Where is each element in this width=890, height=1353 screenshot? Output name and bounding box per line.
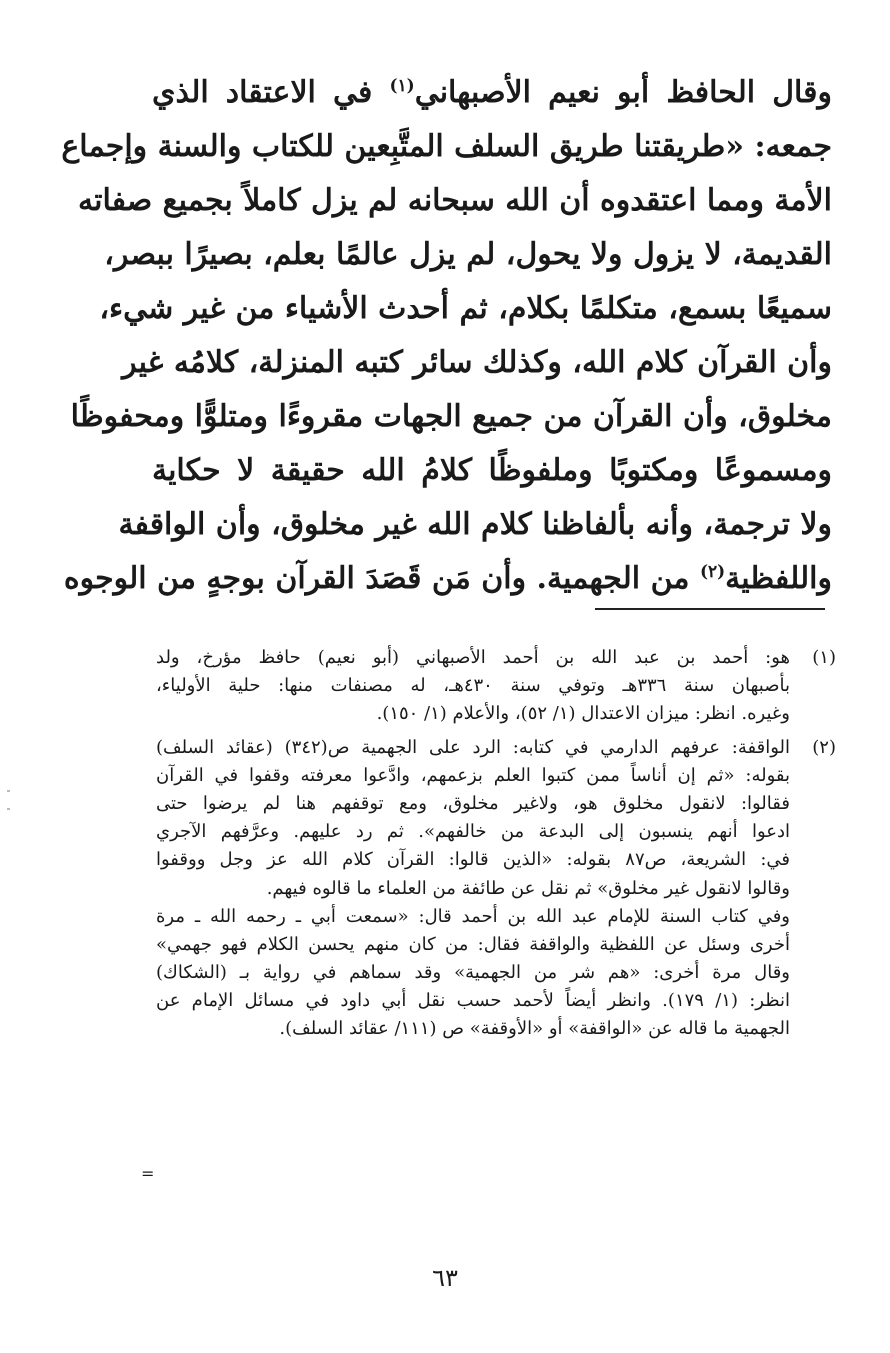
main-line-10-head: واللفظية [725, 561, 832, 596]
footnote-separator [595, 608, 825, 610]
main-line-3: الأمة ومما اعتقدوه أن الله سبحانه لم يزل كاملاً بجميع صفاته [78, 183, 832, 218]
main-line-1 [152, 66, 832, 120]
main-line-10 [63, 552, 832, 606]
footnote-2-line: وقالوا لانقول غير مخلوق» ثم نقل عن طائفة من العلماء ما قالوه فيهم. [266, 877, 790, 899]
main-line-1-tail: في الاعتقاد الذي [152, 75, 373, 110]
footnote-2-line: وفي كتاب السنة للإمام عبد الله بن أحمد قال: «سمعت أبي ـ رحمه الله ـ مرة [156, 905, 790, 927]
footnote-2-line: وقال مرة أخرى: «هم شر من الجهمية» وقد سماهم في رواية بـ (الشكاك) [156, 962, 790, 984]
footnote-1-line: وغيره. انظر: ميزان الاعتدال (١/ ٥٢)، والأعلام (١/ ١٥٠). [376, 703, 790, 725]
main-line-2: جمعه: «طريقتنا طريق السلف المتَّبِعين للكتاب والسنة وإجماع [61, 129, 832, 164]
main-line-6: وأن القرآن كلام الله، وكذلك سائر كتبه المنزلة، كلامُه غير [122, 345, 832, 380]
footnote-2-line: انظر: (١/ ١٧٩). وانظر أيضاً لأحمد حسب نقل أبي داود في مسائل الإمام عن [156, 990, 790, 1012]
main-line-5: سميعًا بسمع، متكلمًا بكلام، ثم أحدث الأشياء من غير شيء، [99, 291, 832, 326]
footnote-1 [156, 644, 836, 729]
footnote-1-line: بأصبهان سنة ٣٣٦هـ وتوفي سنة ٤٣٠هـ، له مصنفات منها: حلية الأولياء، [156, 675, 790, 697]
footnote-2-line: ادعوا أنهم ينسبون إلى البدعة من خالفهم». ثم رد عليهم. وعرَّفهم الآجري [156, 821, 790, 843]
scan-speck [7, 790, 10, 792]
footnote-2-line: الجهمية ما قاله عن «الواقفة» أو «الأوقفة» ص (١١١/ عقائد السلف). [279, 1018, 790, 1040]
footnote-2-line: فقالوا: لانقول مخلوق هو، ولاغير مخلوق، ومع توقفهم هنا لم يرضوا حتى [156, 792, 790, 814]
footnotes [156, 644, 836, 1044]
main-text [61, 66, 832, 606]
main-line-8: ومسموعًا ومكتوبًا وملفوظًا كلامُ الله حقيقة لا حكاية [152, 453, 832, 488]
footnote-2-line: أخرى وسئل عن اللفظية والواقفة فقال: من كان منهم يحسن الكلام فهو جهمي» [156, 933, 790, 955]
main-line-10-tail: من الجهمية. وأن مَن قَصَدَ القرآن بوجهٍ من الوجوه [63, 561, 690, 596]
footnote-2 [156, 734, 836, 1044]
scan-speck [7, 808, 10, 810]
footnote-2-line: في: الشريعة، ص٨٧ بقوله: «الذين قالوا: القرآن كلام الله عز وجل ووقفوا [156, 849, 790, 871]
main-line-9: ولا ترجمة، وأنه بألفاظنا كلام الله غير مخلوق، وأن الواقفة [118, 507, 832, 542]
footnote-2-line: بقوله: «ثم إن أناساً ممن كتبوا العلم بزعمهم، وادَّعوا معرفته وقفوا في القرآن [156, 764, 790, 786]
continuation-mark: = [141, 1164, 155, 1183]
footnote-1-marker: (١) [812, 647, 836, 668]
footnote-ref-1[interactable]: (١) [389, 76, 415, 96]
main-line-4: القديمة، لا يزول ولا يحول، لم يزل عالمًا بعلم، بصيرًا ببصر، [104, 237, 832, 272]
footnote-2-marker: (٢) [812, 736, 836, 758]
main-line-1-head: وقال الحافظ أبو نعيم الأصبهاني [414, 75, 832, 110]
footnote-1-line: هو: أحمد بن عبد الله بن أحمد الأصبهاني (أبو نعيم) حافظ مؤرخ، ولد [156, 647, 790, 668]
main-line-7: مخلوق، وأن القرآن من جميع الجهات مقروءًا ومتلوًّا ومحفوظًا [70, 399, 832, 434]
footnote-2-line: الواقفة: عرفهم الدارمي في كتابه: الرد على الجهمية ص(٣٤٢) (عقائد السلف) [156, 736, 790, 758]
footnote-ref-2[interactable]: (٢) [699, 562, 726, 582]
page-number: ٦٣ [432, 1264, 458, 1292]
